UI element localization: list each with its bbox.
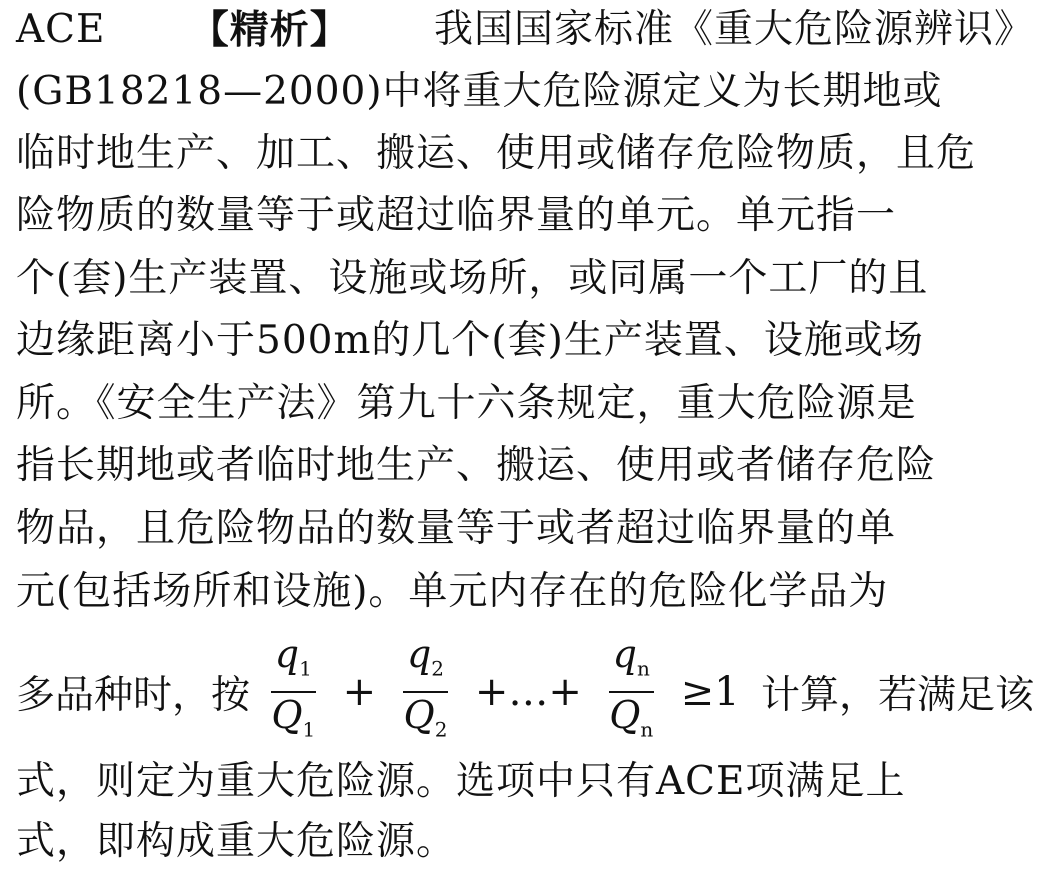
plus-ellipsis: +…+ <box>474 669 582 715</box>
text-segment: 多品种时，按 <box>16 673 251 718</box>
text-line-10 <box>16 562 1034 622</box>
text-segment: 临时地生产、加工、搬运、使用或储存危险物质，且危 <box>16 131 977 176</box>
text-segment: 元(包括场所和设施)。单元内存在的危险化学品为 <box>16 569 889 614</box>
text-segment: 边缘距离小于500m的几个(套)生产装置、设施或场 <box>16 318 924 363</box>
analysis-tag: 【精析】 <box>189 7 350 53</box>
fraction-q2-over-Q2 <box>400 632 452 751</box>
plus-sign: + <box>342 669 377 715</box>
fraction-qn-over-Qn <box>605 632 657 751</box>
text-segment: (GB18218—2000)中将重大危险源定义为长期地或 <box>16 69 943 114</box>
text-segment: 指长期地或者临时地生产、搬运、使用或者储存危险 <box>16 443 937 488</box>
text-segment: 个(套)生产装置、设施或场所，或同属一个工厂的且 <box>16 256 929 301</box>
text-line-13 <box>16 812 1034 872</box>
text-line-9 <box>16 499 1034 559</box>
text-line-5 <box>16 249 1034 309</box>
text-line-7 <box>16 374 1034 434</box>
fraction-denominator: $Q_n$ <box>609 693 654 742</box>
fraction-numerator: $q_n$ <box>609 632 654 693</box>
text-segment: 式，则定为重大危险源。选项中只有ACE项满足上 <box>16 759 906 804</box>
text-segment: 所。《安全生产法》第九十六条规定，重大危险源是 <box>16 381 917 426</box>
text-line-1 <box>16 0 1034 60</box>
text-segment: 式，即构成重大危险源。 <box>16 819 457 864</box>
text-line-2 <box>16 62 1034 122</box>
fraction-numerator: $q_1$ <box>271 632 316 693</box>
text-line-6 <box>16 311 1034 371</box>
text-segment: 险物质的数量等于或超过临界量的单元。单元指一 <box>16 193 897 238</box>
text-line-4 <box>16 186 1034 246</box>
text-line-3 <box>16 124 1034 184</box>
fraction-denominator: $Q_2$ <box>403 693 448 742</box>
text-segment: 计算，若满足该 <box>760 673 1034 718</box>
formula-line <box>16 632 1034 742</box>
answer-label: ACE <box>16 7 106 52</box>
fraction-denominator: $Q_1$ <box>271 693 316 742</box>
text-line-12 <box>16 752 1034 812</box>
text-line-8 <box>16 436 1034 496</box>
text-segment: 我国国家标准《重大危险源辨识》 <box>433 7 1034 52</box>
relation-sign: ≥1 <box>680 669 740 715</box>
fraction-q1-over-Q1 <box>267 632 319 751</box>
fraction-numerator: $q_2$ <box>403 632 448 693</box>
text-segment: 物品，且危险物品的数量等于或者超过临界量的单 <box>16 506 897 551</box>
